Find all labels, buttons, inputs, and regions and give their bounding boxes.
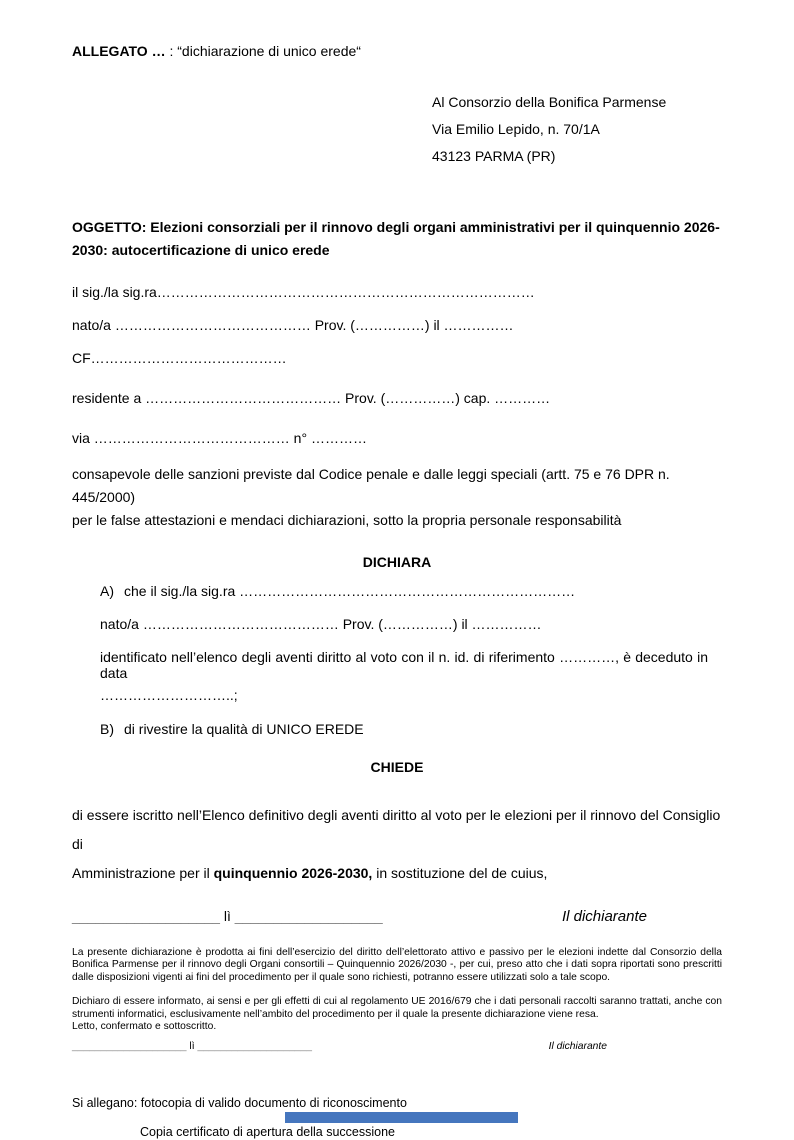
item-a-marker: A) [100, 583, 114, 599]
footer-accent-bar [285, 1112, 518, 1123]
item-a-birth-place-date: nato/a …………………………………… Prov. (……………) il …………… [100, 616, 542, 632]
signature-date-blank: ___________________ [234, 908, 383, 924]
signature-place-blank: ___________________ [72, 908, 220, 924]
declaration-item-b [100, 721, 722, 737]
signature2-place-date-line [72, 1041, 312, 1052]
request-paragraph [72, 801, 722, 888]
attachments-line-2: Copia certificato di apertura della successione [140, 1125, 395, 1140]
field-fiscal-code: CF…………………………………… [72, 350, 287, 366]
recipient-line-2: Via Emilio Lepido, n. 70/1A [432, 121, 600, 137]
recipient-address-block [432, 89, 722, 170]
signature-row-privacy [72, 1041, 722, 1052]
signature2-place-blank: ____________________ [72, 1041, 187, 1053]
field-birth-place-date: nato/a …………………………………… Prov. (……………) il …………… [72, 317, 514, 333]
privacy-read-confirmed: Letto, confermato e sottoscritto. [72, 1021, 217, 1033]
attachments-line-1: Si allegano: fotocopia di valido documento di riconoscimento [72, 1096, 407, 1111]
item-b-text: di rivestire la qualità di UNICO EREDE [124, 721, 364, 737]
field-declarant-name: il sig./la sig.ra……………………………………………………………………… [72, 284, 535, 300]
declarant-label-main: Il dichiarante [561, 908, 647, 925]
attachment-title-bold: ALLEGATO … [72, 43, 166, 59]
item-a-death-date-dots: ………………………..; [100, 687, 238, 703]
subject-paragraph [72, 216, 722, 262]
liability-premise-line-2: per le false attestazioni e mendaci dichiarazioni, sotto la propria personale responsabilità [72, 512, 622, 528]
subject-line-2: 2030: autocertificazione di unico erede [72, 242, 330, 258]
field-street-number: via …………………………………… n° ………… [72, 430, 367, 446]
request-line-2-bold: quinquennio 2026-2030, [213, 865, 373, 881]
item-a-voter-id-line: identificato nell’elenco degli aventi diritto al voto con il n. id. di riferimento …………, è deceduto in data [100, 649, 708, 681]
declarant-label-privacy: Il dichiarante [548, 1041, 607, 1053]
request-line-2-pre: Amministrazione per il [72, 865, 214, 881]
request-line-2 [72, 859, 722, 888]
privacy-paragraph-2 [72, 996, 722, 1033]
request-line-2-post: in sostituzione del de cuius, [372, 865, 548, 881]
declaration-item-a [100, 583, 722, 703]
signature-li-label: lì [223, 908, 231, 924]
attachment-title-rest: : “dichiarazione di unico erede“ [165, 43, 361, 59]
privacy-paragraph-1: La presente dichiarazione è prodotta ai fini dell’esercizio del diritto dell’elettorato attivo e passivo per le elezioni indette dal Consorzio della Bonifica Parmense per il rinnovo degli Organi consortili – Quinquennio 2026/2030 -, per cui, preso atto che i dati sopra riportati sono prescritti dalle disposizioni vigenti ai fini del procedimento per il quale sono richiesti, potranno essere utilizzati solo a tale scopo. [72, 947, 722, 983]
attachment-title [72, 43, 722, 59]
signature2-li-label: lì [189, 1041, 195, 1053]
item-b-marker: B) [100, 721, 114, 737]
liability-premise [72, 463, 722, 532]
item-a-deceased-name: che il sig./la sig.ra ……………………………………………………………… [124, 583, 576, 599]
requests-heading: CHIEDE [370, 759, 424, 775]
declares-heading: DICHIARA [362, 554, 432, 570]
field-residence: residente a …………………………………… Prov. (……………) cap. ………… [72, 390, 551, 406]
recipient-line-1: Al Consorzio della Bonifica Parmense [432, 94, 667, 110]
subject-line-1: OGGETTO: Elezioni consorziali per il rinnovo degli organi amministrativi per il quinquennio 2026- [72, 219, 720, 235]
signature2-date-blank: ____________________ [197, 1041, 312, 1053]
request-line-1: di essere iscritto nell’Elenco definitivo degli aventi diritto al voto per le elezioni per il rinnovo del Consiglio di [72, 807, 721, 852]
recipient-line-3: 43123 PARMA (PR) [432, 148, 556, 164]
liability-premise-line-1: consapevole delle sanzioni previste dal Codice penale e dalle leggi speciali (artt. 75 e 76 DPR n. 445/2000) [72, 466, 670, 505]
signature-row-main [72, 908, 722, 925]
privacy-paragraph-2-text: Dichiaro di essere informato, ai sensi e per gli effetti di cui al regolamento UE 2016/679 che i dati personali raccolti saranno trattati, anche con strumenti informatici, esclusivamente nell’ambito del procedimento per il quale la presente dichiarazione viene resa. [72, 996, 722, 1020]
signature-place-date-line [72, 908, 383, 924]
